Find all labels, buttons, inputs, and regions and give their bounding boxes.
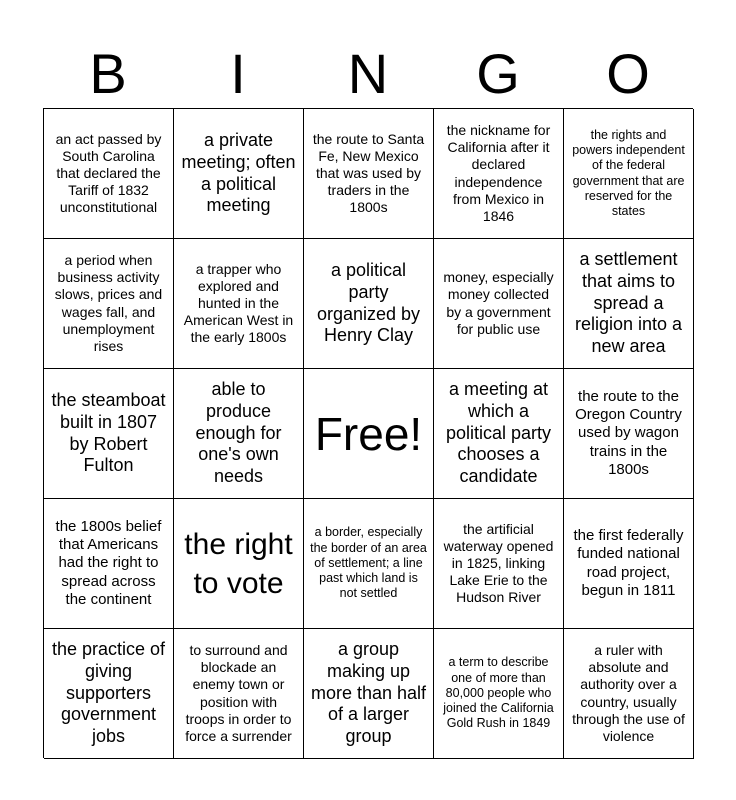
bingo-cell[interactable]: a political party organized by Henry Clay bbox=[304, 239, 434, 369]
bingo-cell[interactable]: to surround and blockade an enemy town or position with troops in order to force a surrender bbox=[174, 629, 304, 759]
bingo-cell[interactable]: the steamboat built in 1807 by Robert Fulton bbox=[44, 369, 174, 499]
bingo-cell[interactable]: the first federally funded national road project, begun in 1811 bbox=[564, 499, 694, 629]
bingo-cell[interactable]: the 1800s belief that Americans had the right to spread across the continent bbox=[44, 499, 174, 629]
bingo-cell[interactable]: a border, especially the border of an area of settlement; a line past which land is not settled bbox=[304, 499, 434, 629]
bingo-cell[interactable]: an act passed by South Carolina that declared the Tariff of 1832 unconstitutional bbox=[44, 109, 174, 239]
bingo-cell[interactable]: a group making up more than half of a larger group bbox=[304, 629, 434, 759]
header-letter-o: O bbox=[606, 42, 650, 105]
free-space[interactable]: Free! bbox=[304, 369, 434, 499]
bingo-board bbox=[43, 108, 693, 758]
bingo-cell[interactable]: money, especially money collected by a government for public use bbox=[434, 239, 564, 369]
bingo-header bbox=[43, 40, 693, 108]
bingo-cell[interactable]: the practice of giving supporters government jobs bbox=[44, 629, 174, 759]
bingo-cell[interactable]: the nickname for California after it declared independence from Mexico in 1846 bbox=[434, 109, 564, 239]
bingo-cell[interactable]: the rights and powers independent of the federal government that are reserved for the states bbox=[564, 109, 694, 239]
bingo-cell[interactable]: the artificial waterway opened in 1825, linking Lake Erie to the Hudson River bbox=[434, 499, 564, 629]
header-letter-b: B bbox=[89, 42, 127, 105]
bingo-cell[interactable]: a ruler with absolute and authority over a country, usually through the use of violence bbox=[564, 629, 694, 759]
bingo-cell[interactable]: the right to vote bbox=[174, 499, 304, 629]
bingo-cell[interactable]: a meeting at which a political party chooses a candidate bbox=[434, 369, 564, 499]
bingo-cell[interactable]: a trapper who explored and hunted in the American West in the early 1800s bbox=[174, 239, 304, 369]
bingo-cell[interactable]: able to produce enough for one's own needs bbox=[174, 369, 304, 499]
header-letter-g: G bbox=[476, 42, 520, 105]
header-letter-n: N bbox=[347, 42, 389, 105]
bingo-cell[interactable]: a term to describe one of more than 80,000 people who joined the California Gold Rush in 1849 bbox=[434, 629, 564, 759]
bingo-cell[interactable]: the route to the Oregon Country used by wagon trains in the 1800s bbox=[564, 369, 694, 499]
bingo-cell[interactable]: a private meeting; often a political meeting bbox=[174, 109, 304, 239]
header-letter-i: I bbox=[230, 42, 246, 105]
bingo-cell[interactable]: a period when business activity slows, prices and wages fall, and unemployment rises bbox=[44, 239, 174, 369]
bingo-cell[interactable]: a settlement that aims to spread a religion into a new area bbox=[564, 239, 694, 369]
bingo-cell[interactable]: the route to Santa Fe, New Mexico that was used by traders in the 1800s bbox=[304, 109, 434, 239]
